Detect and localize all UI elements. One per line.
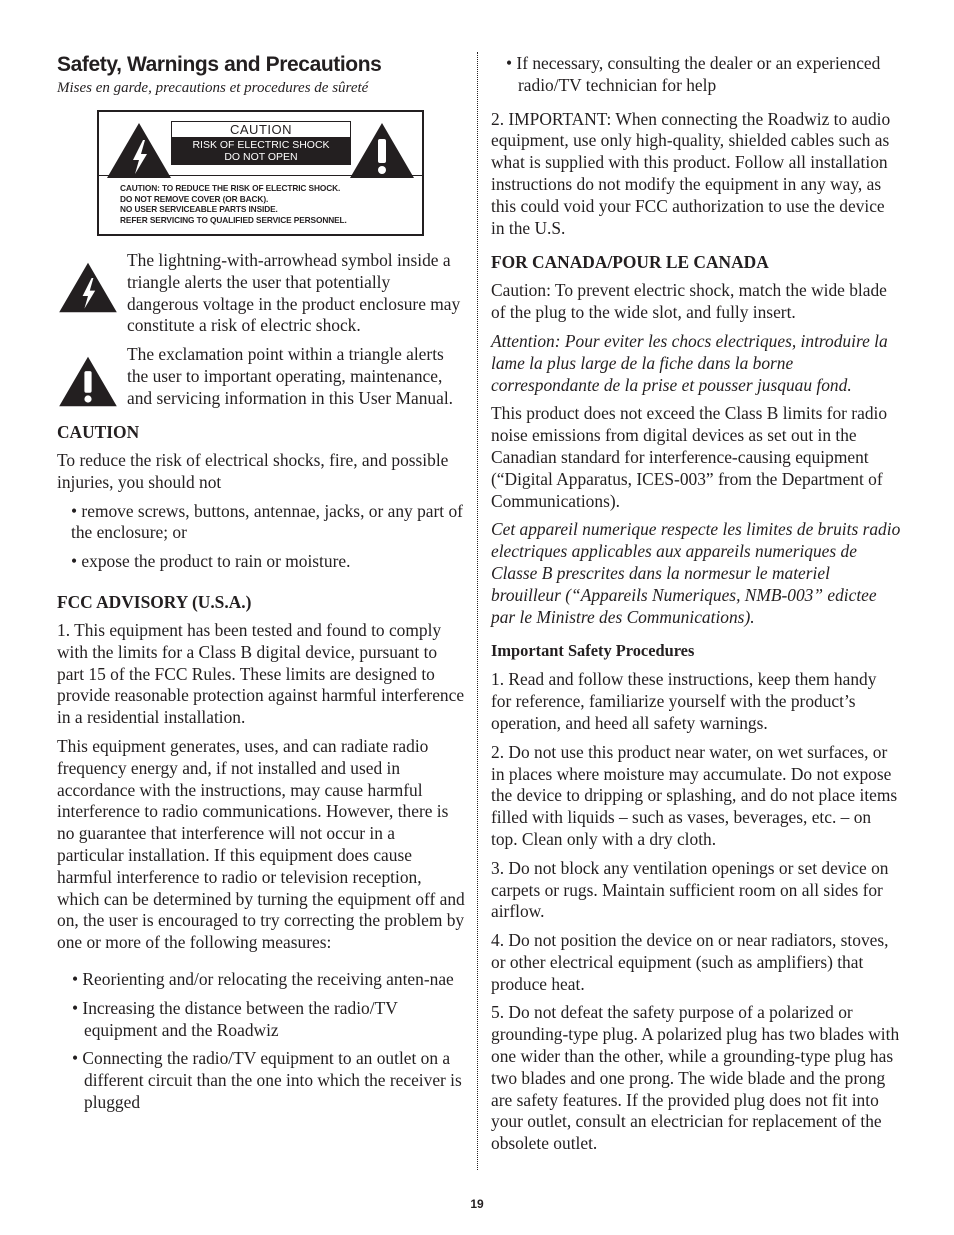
page-subtitle: Mises en garde, precautions et procedures de sûreté	[57, 80, 369, 96]
fcc-measure: • If necessary, consulting the dealer or an experienced radio/TV technician for help	[506, 53, 881, 95]
shock-warning	[171, 138, 351, 165]
caution-intro: To reduce the risk of electrical shocks, fire, and possible injuries, you should not	[57, 449, 449, 492]
left-column	[57, 52, 465, 1114]
canada-attention: Attention: Pour eviter les chocs electriques, introduire la lame la plus large de la fiche dans la borne correspondante de la prise et pousser jusquau fond.	[491, 330, 888, 395]
procedure-item: 3. Do not block any ventilation openings or set device on carpets or rugs. Maintain sufficient room on all sides for airflow.	[491, 857, 889, 922]
column-divider	[477, 52, 478, 1170]
fcc-measure: • Increasing the distance between the radio/TV equipment and the Roadwiz	[72, 997, 398, 1040]
lightning-warning-icon	[105, 120, 173, 180]
exclamation-warning-icon	[57, 344, 127, 414]
fcc-paragraph-1: 1. This equipment has been tested and found to comply with the limits for a Class B digital device, pursuant to part 15 of the FCC Rules. These limits are designed to provide reasonable protection against harmful interference in a residential installation.	[57, 619, 465, 728]
fcc-measure: • Reorienting and/or relocating the receiving anten-nae	[72, 968, 454, 989]
fcc-heading: FCC ADVISORY (U.S.A.)	[57, 591, 252, 612]
procedure-item: 2. Do not use this product near water, on wet surfaces, or in places where moisture may accumulate. Do not expose the device to dripping or splashing, and do not place items filled with liquids – such as vases, beverages, etc. – on top. Clean only with a dry cloth.	[491, 741, 898, 849]
exclamation-symbol-row	[57, 344, 465, 414]
fcc-paragraph-3: 2. IMPORTANT: When connecting the Roadwiz to audio equipment, use only high-quality, shielded cables such as what is supplied with this product. Follow all installation instructions do not modify the equipment in any way, as this could void your FCC authorization to use the device in the U.S.	[491, 108, 891, 238]
caution-label	[97, 110, 424, 236]
procedure-item: 4. Do not position the device on or near radiators, stoves, or other electrical equipment (such as amplifiers) that produce heat.	[491, 930, 889, 994]
lightning-description: The lightning-with-arrowhead symbol inside a triangle alerts the user that potentially dangerous voltage in the product enclosure may constitute a risk of electric shock.	[127, 250, 461, 336]
caution-heading: CAUTION	[57, 421, 140, 442]
procedures-heading: Important Safety Procedures	[491, 641, 695, 661]
procedure-item: 1. Read and follow these instructions, keep them handy for reference, familiarize yourself with the product’s operation, and heed all safety warnings.	[491, 669, 877, 733]
canada-heading: FOR CANADA/POUR LE CANADA	[491, 252, 769, 273]
fcc-measure: • Connecting the radio/TV equipment to an outlet on a different circuit than the one into which the receiver is plugged	[72, 1048, 462, 1112]
caution-line: DO NOT REMOVE COVER (OR BACK).	[120, 193, 269, 204]
lightning-symbol-row	[57, 250, 465, 337]
caution-divider	[99, 175, 422, 176]
exclamation-warning-icon	[348, 120, 416, 180]
lightning-warning-icon	[57, 250, 127, 337]
caution-word: CAUTION	[171, 121, 351, 138]
caution-line: REFER SERVICING TO QUALIFIED SERVICE PERSONNEL.	[120, 214, 347, 225]
caution-line: CAUTION: TO REDUCE THE RISK OF ELECTRIC SHOCK.	[120, 183, 341, 193]
caution-label-text	[120, 183, 347, 225]
page-title: Safety, Warnings and Precautions	[57, 53, 382, 76]
procedure-item: 5. Do not defeat the safety purpose of a polarized or grounding-type plug. A polarized plug has two blades with one wider than the other, while a grounding-type plug has two blades and one prong. The wide blade and the prong are safety features. If the provided plug does not fit into your outlet, consult an electrician for replacement of the obsolete outlet.	[491, 1002, 900, 1154]
canada-class-b: This product does not exceed the Class B limits for radio noise emissions from digital devices as set out in the Canadian standard for interference-causing equipment (“Digital Apparatus, ICES-003” from the Department of Communications).	[491, 403, 888, 511]
fcc-paragraph-2: This equipment generates, uses, and can radiate radio frequency energy and, if not installed and used in accordance with the instructions, may cause harmful interference to radio communications. However, there is no guarantee that interference will not occur in a particular installation. If this equipment does cause harmful interference to radio or television reception, which can be determined by turning the equipment off and on, the user is encouraged to try correcting the problem by one or more of the following measures:	[57, 735, 465, 953]
caution-bullet: • remove screws, buttons, antennae, jacks, or any part of the enclosure; or	[71, 500, 463, 543]
exclamation-description: The exclamation point within a triangle alerts the user to important operating, maintenance, and servicing information in this User Manual.	[127, 344, 454, 408]
shock-line-2: DO NOT OPEN	[224, 151, 298, 163]
caution-bullet: • expose the product to rain or moisture.	[71, 551, 351, 572]
shock-line-1: RISK OF ELECTRIC SHOCK	[192, 139, 330, 151]
caution-header	[171, 121, 351, 165]
canada-caution: Caution: To prevent electric shock, match the wide blade of the plug to the wide slot, and fully insert.	[491, 280, 887, 323]
right-column	[491, 52, 901, 1155]
canada-class-b-fr: Cet appareil numerique respecte les limites de bruits radio electriques applicables aux appareils numeriques de Classe B prescrites dans la normesur le materiel brouilleur (“Appareils Numeriques, NMB-003” edictee par le Ministre des Communications).	[491, 519, 901, 627]
page-number: 19	[470, 1197, 484, 1211]
caution-line: NO USER SERVICEABLE PARTS INSIDE.	[120, 204, 278, 215]
